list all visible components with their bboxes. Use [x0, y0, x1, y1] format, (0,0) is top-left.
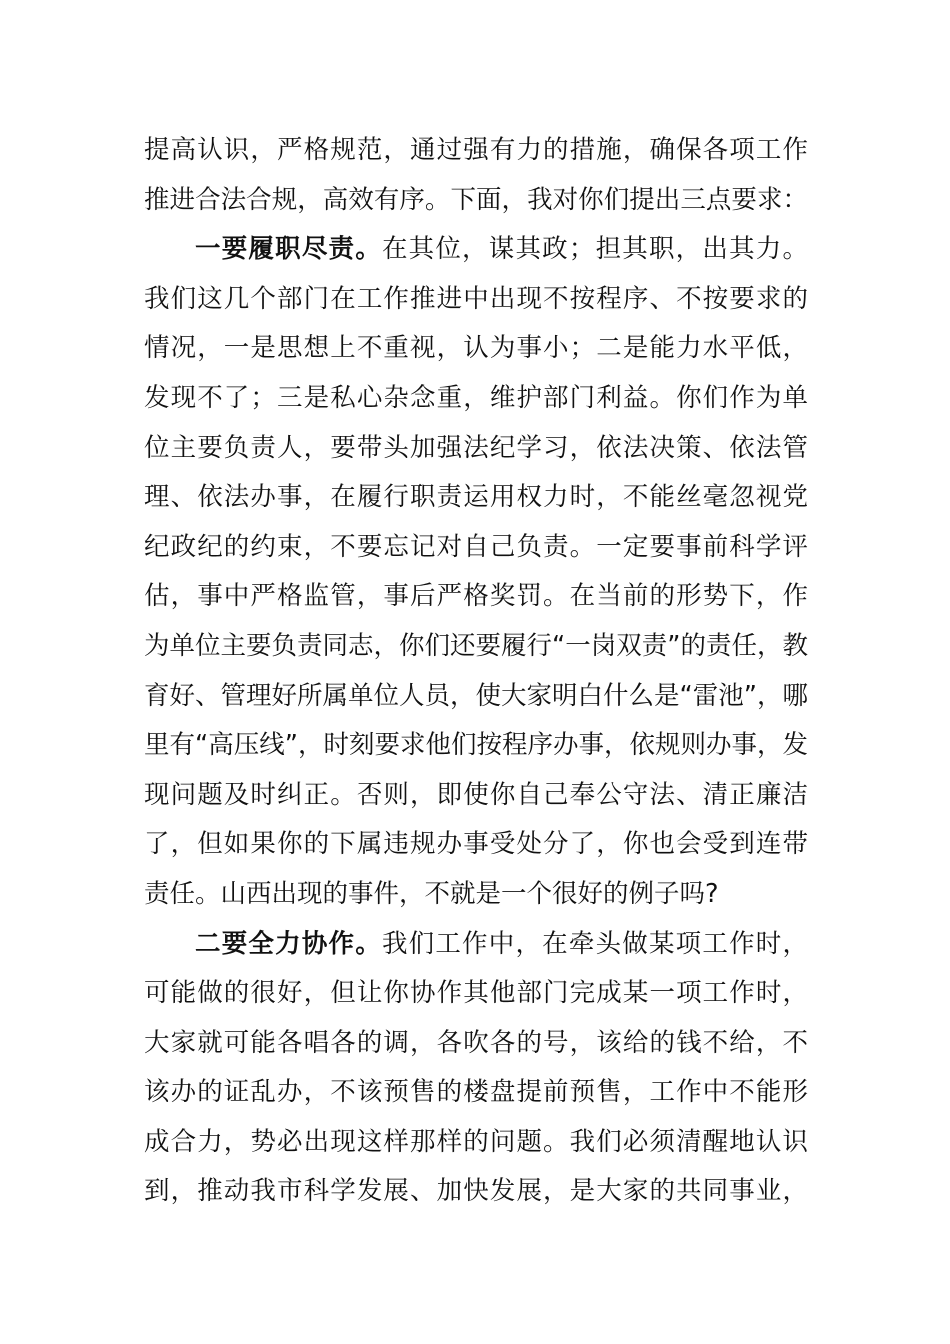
- text-line: 现问题及时纠正。否则，即使你自己奉公守法、清正廉洁: [144, 779, 808, 810]
- section-1-heading: 一要履职尽责。: [195, 234, 382, 265]
- section-1-text: 在其位，谋其政；担其职，出其力。: [381, 234, 808, 265]
- text-line: 我们这几个部门在工作推进中出现不按程序、不按要求的: [144, 283, 808, 314]
- text-line: 纪政纪的约束，不要忘记对自己负责。一定要事前科学评: [144, 531, 808, 562]
- text-line: 了，但如果你的下属违规办事受处分了，你也会受到连带: [144, 829, 808, 860]
- document-body: [144, 126, 808, 1217]
- text-line: 里有“高压线”，时刻要求他们按程序办事，依规则办事，发: [144, 730, 808, 761]
- section-1-line: [144, 225, 808, 275]
- text-line: 提高认识，严格规范，通过强有力的措施，确保各项工作: [144, 135, 808, 165]
- text-line: 育好、管理好所属单位人员，使大家明白什么是“雷池”，哪: [144, 680, 808, 711]
- text-line: 可能做的很好，但让你协作其他部门完成某一项工作时，: [144, 978, 808, 1009]
- text-line: 理、依法办事，在履行职责运用权力时，不能丝毫忽视党: [144, 482, 808, 513]
- text-line: 情况，一是思想上不重视，认为事小；二是能力水平低，: [144, 333, 808, 364]
- text-line: 推进合法合规，高效有序。下面，我对你们提出三点要求：: [144, 184, 808, 215]
- text-line: 该办的证乱办，不该预售的楼盘提前预售，工作中不能形: [144, 1077, 808, 1108]
- section-2-heading: 二要全力协作。: [195, 928, 382, 959]
- text-line: 位主要负责人，要带头加强法纪学习，依法决策、依法管: [144, 432, 808, 463]
- section-2-text: 我们工作中，在牵头做某项工作时，: [381, 928, 808, 959]
- text-line: 为单位主要负责同志，你们还要履行“一岗双责”的责任，教: [144, 630, 808, 661]
- text-line: 估，事中严格监管，事后严格奖罚。在当前的形势下，作: [144, 581, 808, 612]
- section-2-line: [144, 920, 808, 970]
- text-line: 成合力，势必出现这样那样的问题。我们必须清醒地认识: [144, 1126, 808, 1157]
- text-line: 大家就可能各唱各的调，各吹各的号，该给的钱不给，不: [144, 1027, 808, 1058]
- text-line: 到，推动我市科学发展、加快发展，是大家的共同事业，: [144, 1176, 808, 1207]
- text-line: 责任。山西出现的事件，不就是一个很好的例子吗?: [144, 878, 719, 909]
- text-line: 发现不了；三是私心杂念重，维护部门利益。你们作为单: [144, 382, 808, 413]
